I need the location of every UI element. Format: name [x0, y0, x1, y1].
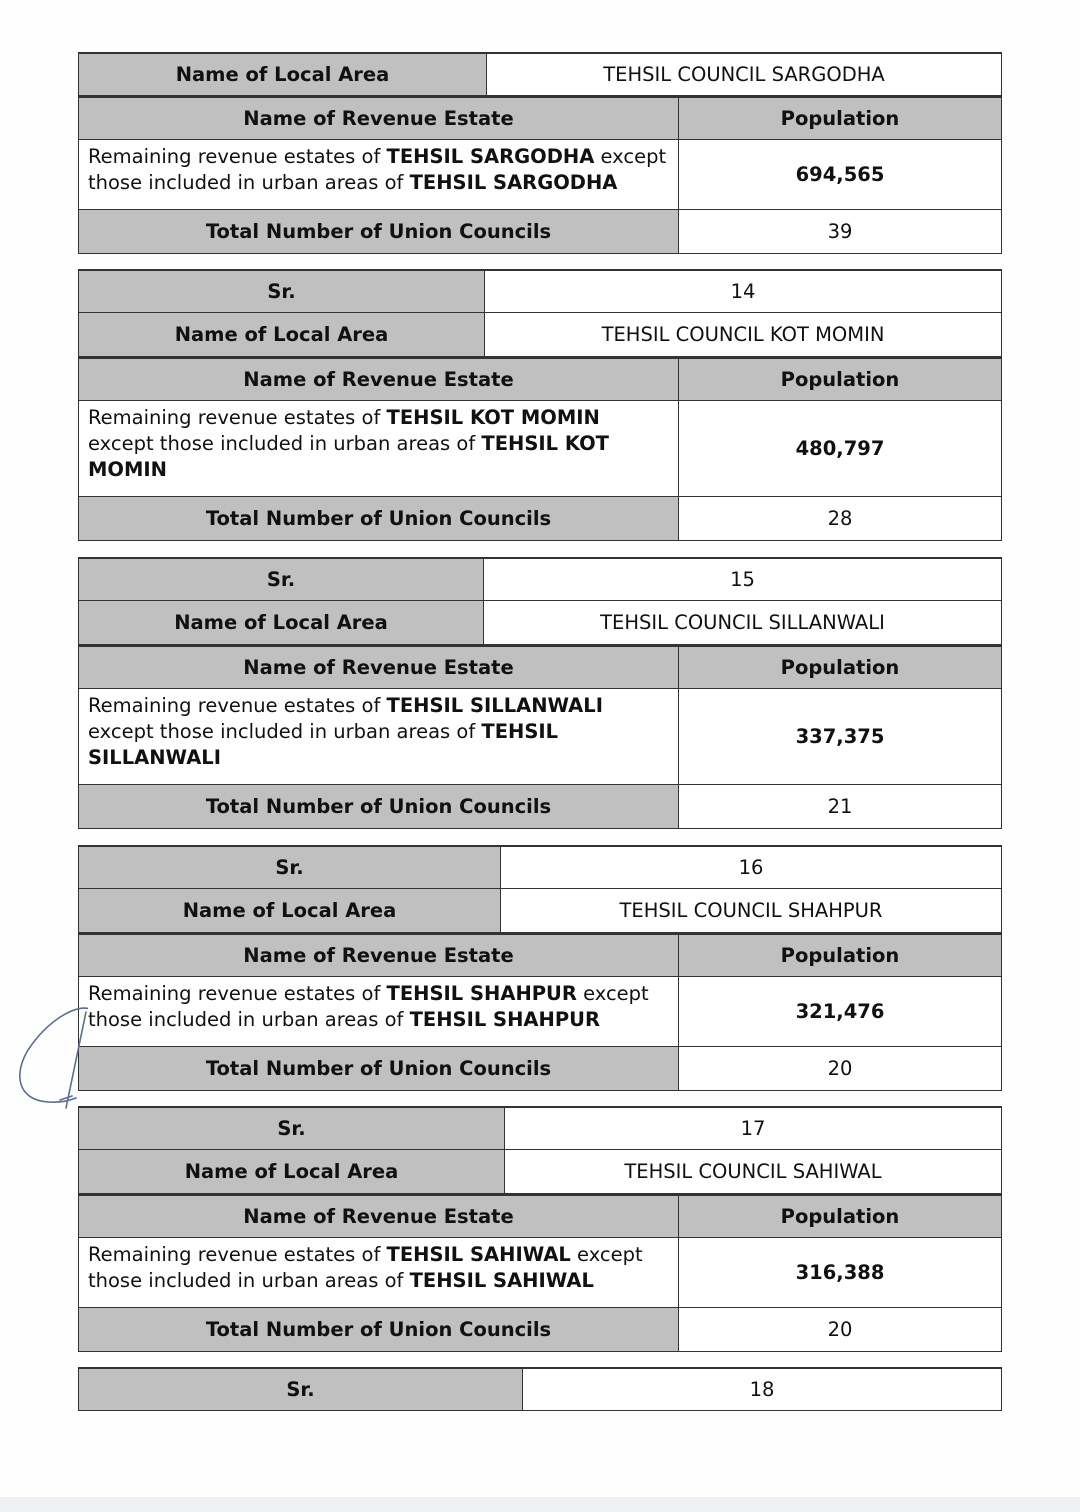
local-area-table-sahiwal — [78, 1106, 1002, 1352]
local-area-table-shahpur — [78, 845, 1002, 1091]
sr-value: 18 — [523, 1369, 1001, 1410]
local-area-table-sargodha — [78, 52, 1002, 254]
union-councils-value: 20 — [679, 1308, 1001, 1351]
population-value: 337,375 — [679, 689, 1001, 784]
union-councils-value: 28 — [679, 497, 1001, 540]
revenue-estate-header: Name of Revenue Estate — [79, 98, 679, 139]
population-header: Population — [679, 98, 1001, 139]
revenue-estate-header: Name of Revenue Estate — [79, 935, 679, 976]
local-area-label: Name of Local Area — [79, 889, 501, 932]
union-councils-label: Total Number of Union Councils — [79, 1047, 679, 1090]
population-value: 694,565 — [679, 140, 1001, 209]
local-area-value: TEHSIL COUNCIL KOT MOMIN — [485, 313, 1001, 356]
local-area-label: Name of Local Area — [79, 313, 485, 356]
sr-value: 17 — [505, 1108, 1001, 1149]
revenue-estate-description: Remaining revenue estates of TEHSIL SARGODHA except those included in urban areas of TEHSIL SARGODHA — [79, 140, 679, 209]
local-area-value: TEHSIL COUNCIL SHAHPUR — [501, 889, 1001, 932]
revenue-estate-header: Name of Revenue Estate — [79, 647, 679, 688]
local-area-label: Name of Local Area — [79, 54, 487, 95]
local-area-label: Name of Local Area — [79, 601, 484, 644]
union-councils-value: 39 — [679, 210, 1001, 253]
population-value: 480,797 — [679, 401, 1001, 496]
union-councils-value: 21 — [679, 785, 1001, 828]
revenue-estate-header: Name of Revenue Estate — [79, 1196, 679, 1237]
population-value: 316,388 — [679, 1238, 1001, 1307]
sr-value: 15 — [484, 559, 1001, 600]
revenue-estate-description: Remaining revenue estates of TEHSIL SHAHPUR except those included in urban areas of TEHSIL SHAHPUR — [79, 977, 679, 1046]
revenue-estate-description: Remaining revenue estates of TEHSIL SILLANWALI except those included in urban areas of TEHSIL SILLANWALI — [79, 689, 679, 784]
union-councils-value: 20 — [679, 1047, 1001, 1090]
union-councils-label: Total Number of Union Councils — [79, 210, 679, 253]
local-area-table-partial — [78, 1367, 1002, 1411]
page-footer-bar — [0, 1497, 1080, 1512]
sr-label: Sr. — [79, 271, 485, 312]
union-councils-label: Total Number of Union Councils — [79, 497, 679, 540]
population-header: Population — [679, 1196, 1001, 1237]
sr-label: Sr. — [79, 1108, 505, 1149]
population-header: Population — [679, 647, 1001, 688]
sr-label: Sr. — [79, 1369, 523, 1410]
revenue-estate-header: Name of Revenue Estate — [79, 359, 679, 400]
sr-label: Sr. — [79, 559, 484, 600]
signature-mark — [8, 1000, 88, 1120]
local-area-table-sillanwali — [78, 557, 1002, 829]
population-value: 321,476 — [679, 977, 1001, 1046]
population-header: Population — [679, 359, 1001, 400]
local-area-value: TEHSIL COUNCIL SILLANWALI — [484, 601, 1001, 644]
union-councils-label: Total Number of Union Councils — [79, 785, 679, 828]
sr-value: 16 — [501, 847, 1001, 888]
sr-value: 14 — [485, 271, 1001, 312]
union-councils-label: Total Number of Union Councils — [79, 1308, 679, 1351]
local-area-label: Name of Local Area — [79, 1150, 505, 1193]
revenue-estate-description: Remaining revenue estates of TEHSIL SAHIWAL except those included in urban areas of TEHSIL SAHIWAL — [79, 1238, 679, 1307]
revenue-estate-description: Remaining revenue estates of TEHSIL KOT MOMIN except those included in urban areas of TEHSIL KOT MOMIN — [79, 401, 679, 496]
local-area-value: TEHSIL COUNCIL SAHIWAL — [505, 1150, 1001, 1193]
local-area-table-kot-momin — [78, 269, 1002, 541]
sr-label: Sr. — [79, 847, 501, 888]
population-header: Population — [679, 935, 1001, 976]
local-area-value: TEHSIL COUNCIL SARGODHA — [487, 54, 1001, 95]
